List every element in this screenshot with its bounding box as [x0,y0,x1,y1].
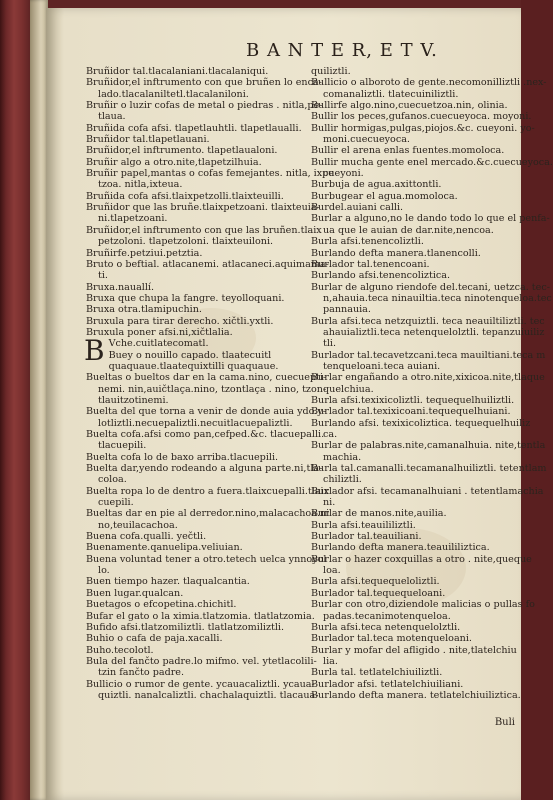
entry-line: Buen tiempo hazer. tlaqualcantia. [86,576,250,588]
entry-line: Bruxula para tirar derecho. xičtli.yxtli. [86,315,274,327]
entry-line: Bruxa otra.tlamipuchin. [86,304,202,316]
entry-line: Buen lugar.qualcan. [86,587,184,599]
dictionary-entry [86,542,321,553]
entry-line: Burlar engañando a otro.nite,xixicoa.nite,tlaque [311,372,545,384]
dictionary-entry [86,134,321,145]
dictionary-entry [311,485,544,509]
entry-line: Buetagos o efcopetina.chichitl. [86,599,237,611]
entry-line: tlaua. [98,111,126,123]
dictionary-entry [311,202,521,213]
entry-line: Bullir mucha gente enel mercado.&c.cuecueyoca. [311,156,553,168]
entry-line: Buelta del que torna a venir de donde auia ydo.y- [86,406,326,418]
entry-line: pannauia. [323,304,371,316]
dictionary-entry [311,236,521,247]
dictionary-entry [311,553,532,577]
dictionary-entry [86,452,321,463]
dictionary-entry [311,372,545,395]
entry-line: Burbuja de agua.axittontli. [311,179,442,191]
entry-line: Burlador tal.tecavetzcani.teca mauiltiani.teca m [311,349,546,361]
entry-line: Bruñir o luzir cofas de metal o piedras . nitla,pe- [86,100,323,112]
dictionary-entry [86,553,327,577]
entry-line: Bruto o beftial. atlacanemi. atlacaneci.aquimama- [86,258,329,270]
entry-line: Burlar con otro,diziendole malicias o pullas fo [311,599,535,611]
entry-line: lotliztli.necuepaliztli.necuitlacuepaliztli. [98,417,293,429]
dictionary-entry [311,531,521,542]
entry-line: chiliztli. [323,474,362,486]
dictionary-entry [311,270,521,281]
dictionary-entry [311,667,521,678]
entry-line: Bruñidor que las bruñe.tlaixpetzoani. tlaixteuia- [86,202,320,214]
entry-line: Burlador tal.tequequeloani. [311,587,446,599]
dictionary-entry [86,656,321,679]
entry-line: Burlador tal.teca motenqueloani. [311,633,472,645]
dictionary-entry [311,395,521,406]
dictionary-entry [311,417,531,441]
dictionary-entry [86,463,321,486]
entry-line: padas.tecanimotenqueloa. [323,610,451,622]
entry-line: Burlador tal.teauiliani. [311,531,422,543]
entry-line: Buenamente.qanuelipa.veliuian. [86,542,243,554]
dictionary-entry [311,508,521,519]
entry-line: lia. [323,655,338,667]
entry-line: no,teuilacachoa. [98,519,178,531]
entry-line: comanaliztli. tlatecuiniliztli. [323,88,459,100]
dictionary-entry [311,622,521,633]
entry-line: Buelta cofa.afsi como pan,cefped.&c. tlacuepalli. [86,429,325,440]
entry-line: Bullicio o alboroto de gente.necomonilliztli .nex- [311,77,547,89]
entry-line: Bruñirfe.petziui.petztia. [86,247,203,259]
entry-line: petzoloni. tlapetzoloni. tlaixteuiloni. [98,236,274,248]
drop-cap: B [84,334,105,368]
entry-line: Burla afsi.teca netenquelolztli. [311,621,461,633]
entry-line: Bruxa.nauallí. [86,281,155,293]
dictionary-entry [311,576,521,587]
entry-line: Buho.tecolotl. [86,644,154,656]
entry-line: Bullir los peces,gufanos.cuecueyoca. moyoni. [311,111,532,123]
dictionary-entry [311,349,546,373]
dictionary-entry [311,77,547,100]
dictionary-entry [311,259,521,270]
entry-line: Bullir el arena enlas fuentes.momoloca. [311,145,505,157]
dictionary-entry [86,429,325,452]
entry-line: ahauializtli.teca netenquelolztli. tepanzuiuiliz [323,326,545,338]
entry-line: tzin fančto padre. [98,667,185,679]
entry-line: nemi. nin,auičtlaça.nino, tzontlaça . nino, tzon- [98,383,327,395]
dictionary-entry [311,191,521,202]
dictionary-entry [86,327,321,338]
entry-line: Buelta dar,yendo rodeando a alguna parte.ni,tla- [86,463,323,475]
entry-line: Bruñidor,el inftrumento. tlapetlaualoni. [86,145,278,157]
entry-line: Bullicio o rumor de gente. ycauacaliztli. ycaua- [86,678,315,690]
entry-line: Bueltas dar en pie al derredor.nino,malacachoa.ni [86,508,330,520]
entry-line: Bruñidor tal.tlacalaniani.tlacalaniqui. [86,66,269,77]
entry-line: moni.cuecueyoca. [323,134,410,146]
dictionary-entry [311,463,547,486]
dictionary-entry [311,213,550,236]
entry-line: Burdel.auiani calli. [311,202,404,214]
entry-line: Burla tal. tetlatelchiuiliztli. [311,667,443,679]
entry-line: Burlador tal.texixicoani.tequequelhuiani. [311,406,511,418]
entry-line: Burlar y mofar del afligido . nite,tlatelchiu [311,644,517,656]
entry-line: Burla tal.camanalli.tecamanalhuiliztli. tetentlam [311,463,547,475]
running-header: B A N T E R, E T V. [246,40,438,61]
entry-line: tzoa. nitla,ixteua. [98,179,183,191]
dictionary-entry [311,179,521,190]
dictionary-entry [86,622,321,633]
entry-line: loa. [323,565,341,577]
entry-line: Burlando afsi. texixicoliztica. tequequelhuiliz [311,417,531,429]
dictionary-entry [311,122,535,146]
entry-line: ni. [323,497,336,509]
dictionary-entry [311,690,521,701]
entry-line: cueyoni. [323,168,364,180]
entry-line: Burla afsi.teauililiztli. [311,519,416,531]
dictionary-entry [311,542,521,553]
entry-line: Bruñir papel,mantas o cofas femejantes. nitla, ixpe [86,168,334,180]
entry-line: Burla afsi.tenencoliztli. [311,236,424,248]
dictionary-entry [86,372,327,406]
dictionary-entry [86,588,321,599]
entry-line: Bruñidor,el inftrumento con que las bruñen.tlaix [86,224,322,236]
dictionary-entry [311,440,546,463]
dictionary-entry [311,66,521,77]
entry-line: Bruxula poner afsi.ni,xičtlalia. [86,326,233,338]
dictionary-entry [86,191,321,202]
entry-line: n,ahauia.teca ninauiltia.teca ninotenqueloa.tec [323,292,552,304]
entry-line: Bullirfe algo.nino,cuecuetzoa.nin, olinia. [311,100,508,112]
dictionary-entry [86,304,321,315]
entry-line: Bruñida cofa afsi. tlapetlauhtli. tlapetlaualli. [86,122,302,134]
dictionary-entry [311,248,521,259]
entry-line: coloa. [98,474,127,486]
dictionary-entry [86,611,321,622]
entry-line: lo. [98,565,110,577]
entry-line: quiliztli. [311,66,351,77]
entry-line: Buena voluntad tener a otro.tetech uelca ynnoyol [86,553,327,565]
dictionary-entry [86,66,321,77]
entry-line: Bullir hormigas,pulgas,piojos.&c. cueyoni. yo- [311,122,535,134]
entry-line: cuepili. [98,497,134,509]
entry-line: Bruñidor tal.tlapetlauani. [86,134,210,146]
dictionary-entry [86,679,321,702]
entry-line: tlauitzotinemi. [98,394,169,406]
entry-line: Burbugear el agua.momoloca. [311,190,458,202]
entry-line: Burlar de alguno riendofe del.tecani, uetzca. tec- [311,281,550,293]
entry-line: ti. [98,270,108,282]
dictionary-entry [311,406,521,417]
entry-line: ua que le auian de dar.nite,nencoa. [323,224,494,236]
entry-line: Buey o nouillo capado. tlaatecuitl [108,349,272,361]
entry-line: Vche.cuitlatecomatl. [108,338,209,350]
dictionary-entry [86,293,321,304]
catchword: Buli [494,717,515,728]
entry-line: Burlando afsi.tenencoliztica. [311,270,451,282]
right-column [311,66,553,701]
entry-line: Bruñidor,el inftrumento con que bruñen lo enca- [86,77,322,89]
dictionary-entry [311,633,521,644]
dictionary-page [46,8,553,800]
entry-line: Burla afsi.teca netzquiztli. teca neauiltiliztli. tec [311,315,545,327]
dictionary-entry [86,531,321,542]
entry-line: quelchiua. [323,383,374,395]
dictionary-entry [311,588,521,599]
entry-line: Bruxa que chupa la fangre. teyolloquani. [86,292,285,304]
entry-line: Burlar a alguno,no le dando todo lo que el penfa- [311,213,550,225]
entry-line: tlacuepili. [98,440,147,452]
dictionary-entry [86,248,321,259]
entry-line: Buhio o cafa de paja.xacalli. [86,633,223,645]
dictionary-entry [311,599,535,622]
entry-line: Bufar el gato o la ximia.tlatzomia. tlatlatzomia. [86,610,315,622]
entry-line: tenqueloani.teca auiani. [323,360,441,372]
entry-line: Burlando defta manera.teauililiztica. [311,542,490,554]
dictionary-entry [86,100,321,123]
dictionary-entry [311,100,521,111]
entry-line: Bruñir algo a otro.nite,tlapetzilhuia. [86,156,262,168]
entry-line: Burlador afsi. tecamanalhuiani . tetentlamachia [311,485,544,497]
dictionary-entry [86,645,321,656]
entry-line: Bueltas o bueltos dar en la cama.nino, cuecuepti- [86,372,327,384]
dictionary-entry [86,77,321,100]
entry-line: Buena cofa.qualli. yečtli. [86,531,207,543]
dictionary-entry [86,123,321,134]
dictionary-entry [86,576,321,587]
entry-line: machia. [323,451,362,463]
entry-line: Burlador afsi. tetlatelchiuiliani. [311,678,464,690]
dictionary-entry [86,599,321,610]
entry-line: Bufido afsi.tlatzomiliztli. tlatlatzomiliztli. [86,621,285,633]
dictionary-entry [86,168,334,191]
entry-line: Burlando defta manera.tlanencolli. [311,247,481,259]
dictionary-entry [311,111,532,123]
entry-line: ni.tlapetzoani. [98,213,168,225]
dictionary-entry [311,156,553,180]
entry-line: Buelta cofa lo de baxo arriba.tlacuepili. [86,451,279,463]
dictionary-entry [86,316,321,327]
dictionary-entry [86,145,321,156]
entry-line: Burlar o hazer coxquillas a otro . nite,queque [311,553,532,565]
dictionary-entry [86,406,326,429]
entry-line: Bula del fančto padre.lo mifmo. vel. ytetlacolili- [86,655,317,667]
entry-line: ca. [323,429,338,440]
dictionary-entry [86,633,321,644]
entry-line: quaquaue.tlaatequixtilli quaquaue. [108,360,279,372]
entry-line: Burlando defta manera. tetlatelchiuiliztica. [311,689,521,701]
entry-line: Burlador tal.tenencoani. [311,258,430,270]
entry-line: Burla afsi.tequequeloliztli. [311,576,440,588]
dictionary-entry [86,508,330,531]
dictionary-entry [86,157,321,168]
dictionary-entry [86,202,321,225]
dictionary-entry [311,679,521,690]
entry-line: Burlar de palabras.nite,camanalhuia. nite,tentla [311,440,546,452]
dictionary-entry [311,281,552,316]
entry-line: tli. [323,338,337,350]
entry-line: Buelta ropa lo de dentro a fuera.tlaixcuepalli.tlaix [86,485,330,497]
dictionary-entry [311,645,521,668]
dictionary-entry [84,334,321,372]
entry-line: quiztli. nanalcaliztli. chachalaquiztli. tlacaua- [98,689,319,701]
entry-line: Burlar de manos.nite,auilia. [311,508,447,520]
entry-line: Bruñida cofa afsi.tlaixpetzolli.tlaixteuilli. [86,190,284,202]
dictionary-entry [311,520,521,531]
entry-line: Burla afsi.texixicoliztli. tequequelhuiliztli. [311,394,515,406]
dictionary-entry [311,145,521,156]
dictionary-entry [86,258,329,282]
dictionary-entry [311,315,545,350]
entry-line: lado.tlacalaniltetl.tlacalaniloni. [98,88,249,100]
dictionary-entry [86,282,321,293]
dictionary-entry [86,225,321,248]
